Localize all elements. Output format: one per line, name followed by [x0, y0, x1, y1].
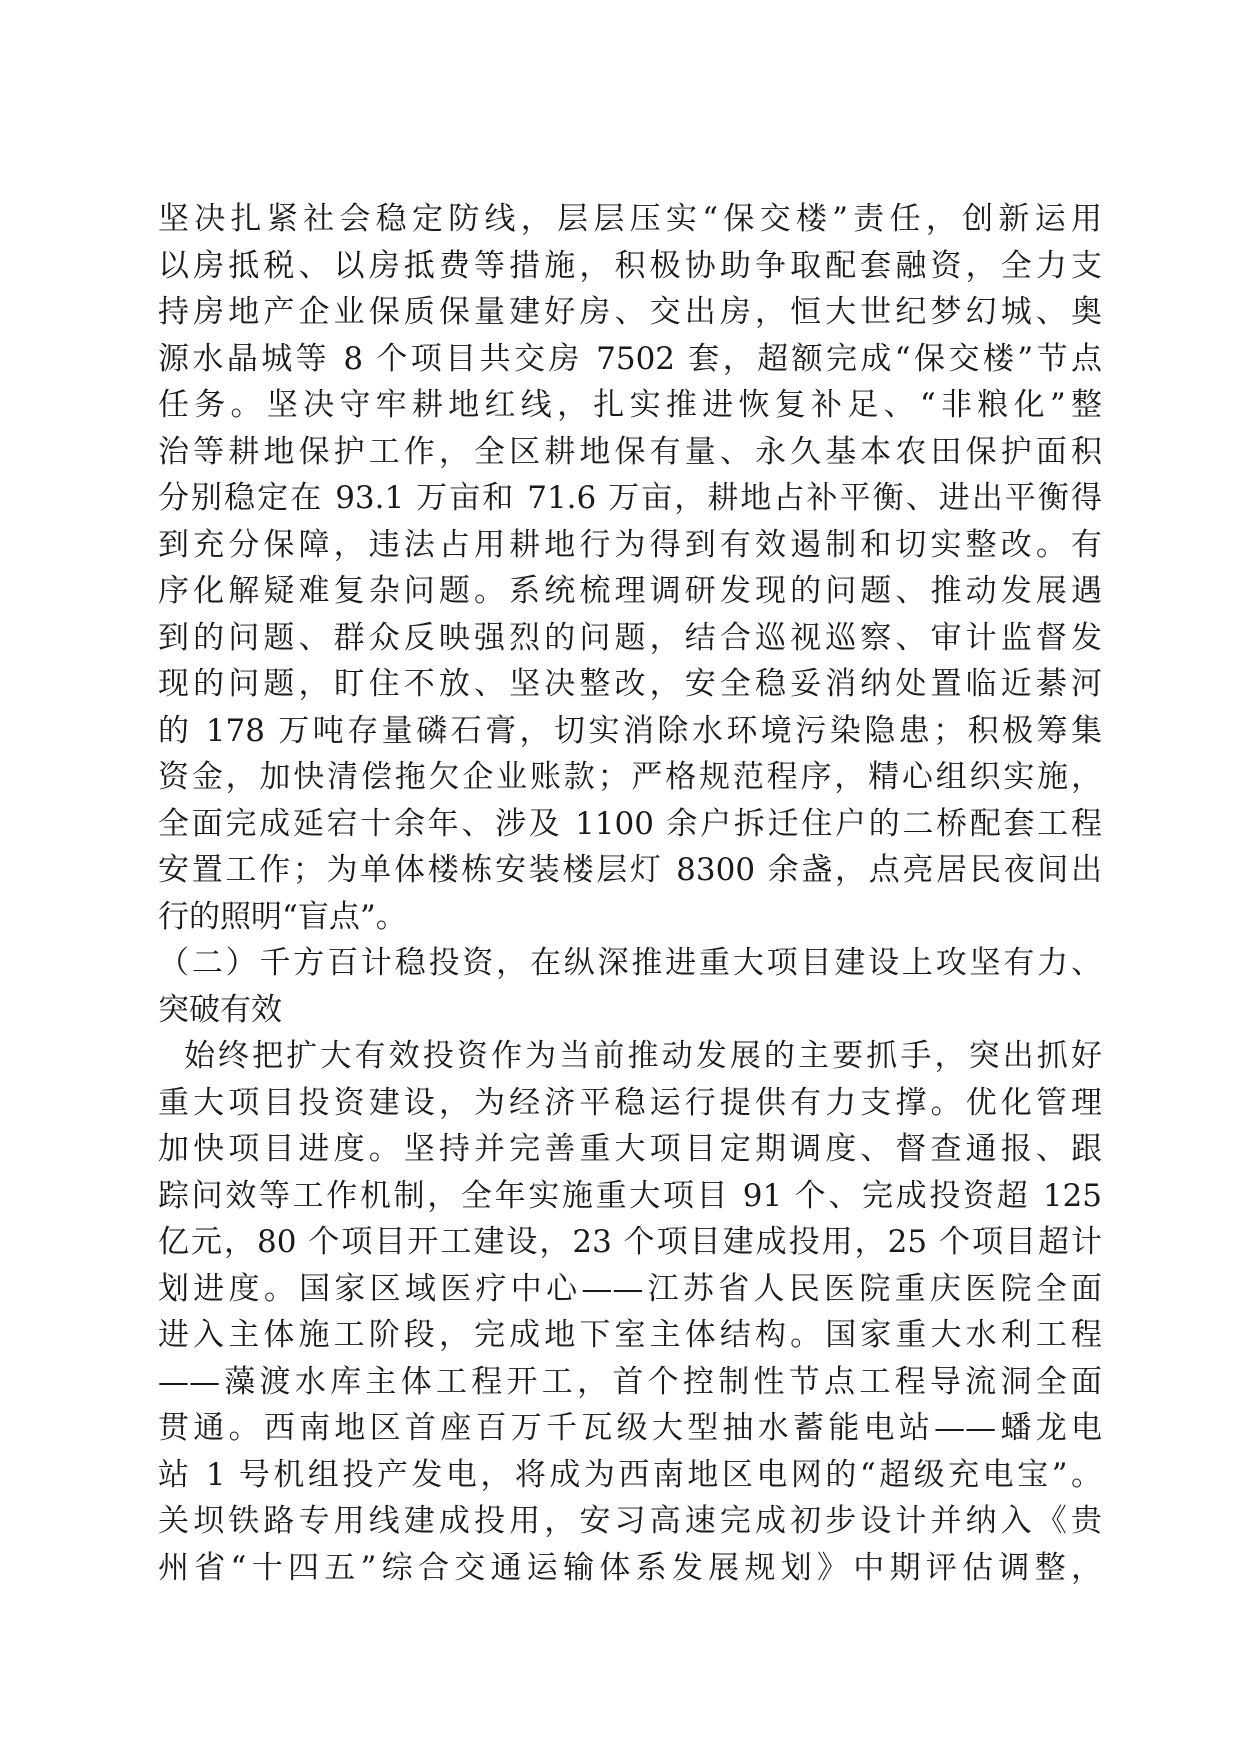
text-line: 站 1 号机组投产发电，将成为西南地区电网的“超级充电宝”。 — [158, 1456, 1102, 1493]
text-line: 划进度。国家区域医疗中心——江苏省人民医院重庆医院全面 — [158, 1270, 1102, 1307]
text-line: 任务。坚决守牢耕地红线，扎实推进恢复补足、“非粮化”整 — [158, 387, 1102, 423]
text-line: 源水晶城等 8 个项目共交房 7502 套，超额完成“保交楼”节点 — [158, 340, 1102, 377]
text-line: 坚决扎紧社会稳定防线，层层压实“保交楼”责任，创新运用 — [158, 201, 1102, 237]
text-line: 治等耕地保护工作，全区耕地保有量、永久基本农田保护面积 — [158, 433, 1102, 470]
document-page — [158, 196, 1102, 1591]
text-line: 安置工作；为单体楼栋安装楼层灯 8300 余盏，点亮居民夜间出 — [158, 852, 1102, 888]
text-line: 到的问题、群众反映强烈的问题，结合巡视巡察、审计监督发 — [158, 619, 1102, 656]
section-heading — [158, 940, 1102, 1033]
text-line: 全面完成延宕十余年、涉及 1100 余户拆迁住户的二桥配套工程 — [158, 805, 1102, 842]
text-line: 重大项目投资建设，为经济平稳运行提供有力支撑。优化管理 — [158, 1084, 1102, 1121]
text-line: 资金，加快清偿拖欠企业账款；严格规范程序，精心组织实施， — [158, 759, 1102, 795]
text-line: 以房抵税、以房抵费等措施，积极协助争取配套融资，全力支 — [158, 247, 1102, 284]
text-line: 分别稳定在 93.1 万亩和 71.6 万亩，耕地占补平衡、进出平衡得 — [158, 480, 1102, 516]
text-line: 关坝铁路专用线建成投用，安习高速完成初步设计并纳入《贵 — [158, 1503, 1102, 1539]
text-line: 序化解疑难复杂问题。系统梳理调研发现的问题、推动发展遇 — [158, 573, 1102, 609]
paragraph-investment — [158, 1033, 1102, 1591]
text-line: 踪问效等工作机制，全年实施重大项目 91 个、完成投资超 125 — [158, 1177, 1102, 1214]
paragraph-social-stability — [158, 196, 1102, 940]
text-line: 加快项目进度。坚持并完善重大项目定期调度、督查通报、跟 — [158, 1131, 1102, 1167]
text-line: 贯通。西南地区首座百万千瓦级大型抽水蓄能电站——蟠龙电 — [158, 1410, 1102, 1446]
text-line: 到充分保障，违法占用耕地行为得到有效遏制和切实整改。有 — [158, 526, 1102, 563]
heading-line: 突破有效 — [158, 991, 282, 1028]
text-line: ——藻渡水库主体工程开工，首个控制性节点工程导流洞全面 — [158, 1363, 1102, 1400]
text-line: 现的问题，盯住不放、坚决整改，安全稳妥消纳处置临近綦河 — [158, 666, 1102, 702]
text-line: 持房地产企业保质保量建好房、交出房，恒大世纪梦幻城、奥 — [158, 294, 1102, 330]
text-line: 的 178 万吨存量磷石膏，切实消除水环境污染隐患；积极筹集 — [158, 712, 1102, 749]
text-line: 亿元，80 个项目开工建设，23 个项目建成投用，25 个项目超计 — [158, 1224, 1102, 1260]
text-line: 行的照明“盲点”。 — [158, 898, 407, 935]
text-line: 始终把扩大有效投资作为当前推动发展的主要抓手，突出抓好 — [158, 1038, 1102, 1074]
heading-line: （二）千方百计稳投资，在纵深推进重大项目建设上攻坚有力、 — [158, 945, 1102, 981]
text-line: 进入主体施工阶段，完成地下室主体结构。国家重大水利工程 — [158, 1317, 1102, 1353]
text-line: 州省“十四五”综合交通运输体系发展规划》中期评估调整， — [158, 1549, 1102, 1586]
